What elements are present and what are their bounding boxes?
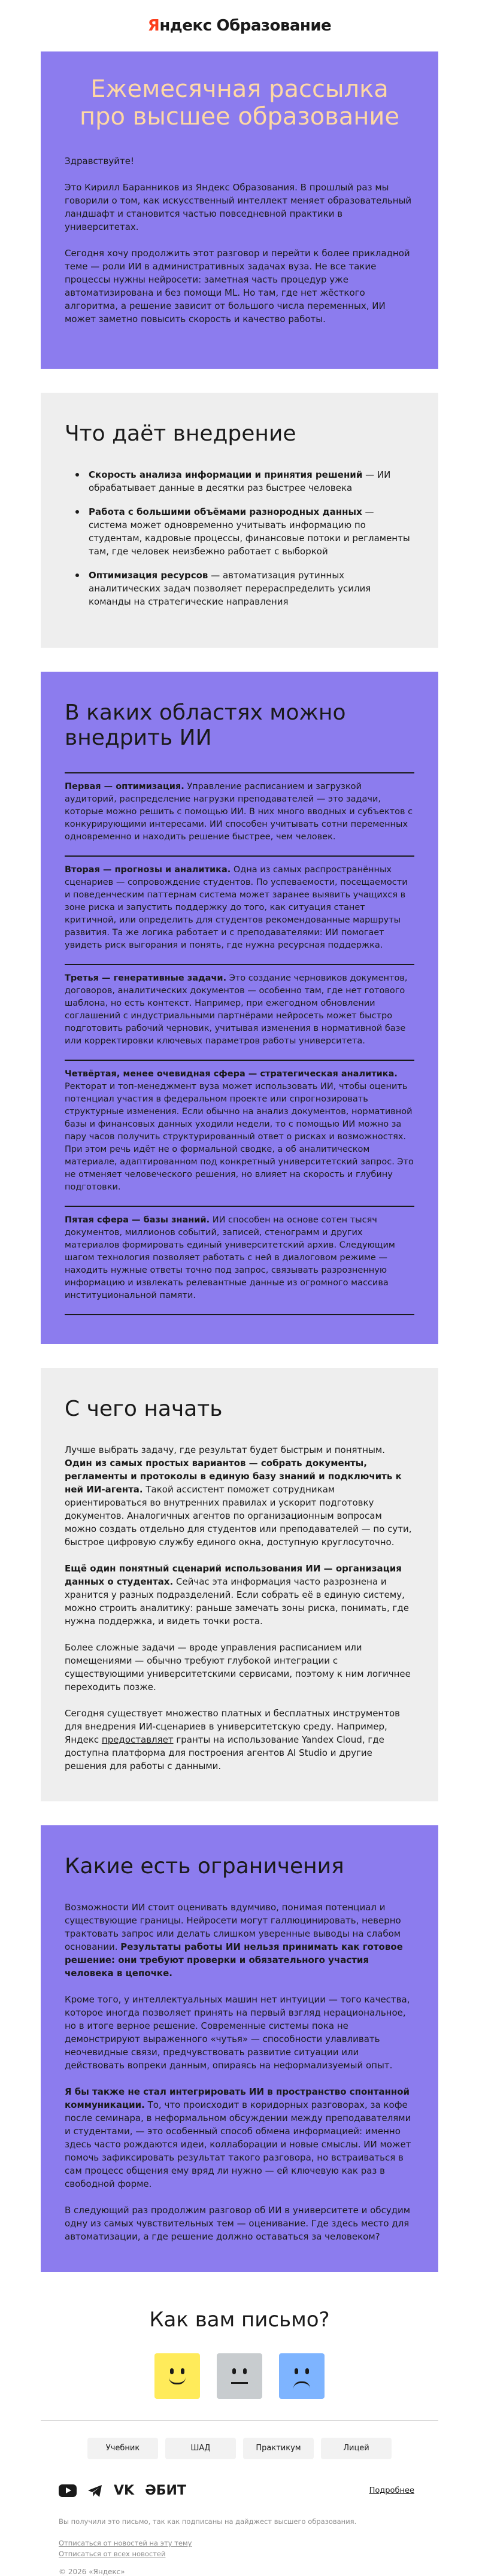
area-item	[65, 772, 414, 855]
limits-section	[41, 1825, 438, 2272]
eye	[181, 2368, 184, 2374]
start-paragraph-1	[65, 1443, 414, 1549]
list-item-text: — система может одновременно учитывать информацию по студентам, кадровые процессы, финансовые потоки и регламенты там, где человек неизбежно работает с выборкой	[89, 506, 410, 557]
text-bold: Я бы также не стал интегрировать ИИ в пространство спонтанной коммуникации.	[65, 2086, 410, 2110]
area-heading: Третья — генеративные задачи.	[65, 973, 227, 983]
intro-paragraph-1: Это Кирилл Баранников из Яндекс Образования. В прошлый раз мы говорили о том, как искусственный интеллект меняет образовательный ландшафт и становится частью повседневной практики в университетах.	[65, 182, 412, 232]
header-logo[interactable]	[41, 0, 438, 51]
area-text: Управление расписанием и загрузкой аудиторий, распределение нагрузки преподавателей — это задачи, которые можно решить с помощью ИИ. В них много вводных и субъектов с конкурирующими интересами. ИИ способен учитывать сотни переменных одновременно и находить решение быстрее, чем человек.	[65, 782, 413, 842]
list-item	[89, 505, 414, 558]
legal-text: Вы получили это письмо, так как подписаны на дайджест высшего образования.	[59, 2517, 357, 2526]
area-item	[65, 855, 414, 964]
eye	[170, 2368, 174, 2374]
text-bold: Один из самых простых вариантов — собрать документы, регламенты и протоколы в единую базу знаний и подключить к ней ИИ-агента.	[65, 1458, 402, 1495]
text: То, что происходит в коридорных разговорах, за кофе после семинара, в неформальном обсуждении между преподавателями и студентами, — это особенный способ обмена информацией: именно здесь часто рождаются идеи, коллаборации и новые смыслы. ИИ может помочь зафиксировать результат такого разговора, но встраиваться в сам процесс общения ему вряд ли нужно — ей ключевую как раз в свободной форме.	[65, 2099, 411, 2189]
footer-link-lyceum[interactable]: Лицей	[321, 2438, 392, 2459]
start-title: С чего начать	[65, 1397, 223, 1421]
areas-list	[65, 772, 414, 1315]
footer-link-shad[interactable]: ШАД	[165, 2438, 236, 2459]
unsubscribe-all-link[interactable]: Отписаться от всех новостей	[59, 2550, 166, 2558]
limits-paragraph-3	[65, 2085, 414, 2190]
list-item	[89, 569, 414, 608]
areas-title: В каких областях можно внедрить ИИ	[65, 700, 346, 750]
hero-title: Ежемесячная рассылка про высшее образование	[79, 75, 400, 131]
intro-paragraph-2: Сегодня хочу продолжить этот разговор и перейти к более прикладной теме — роли ИИ в административных задачах вуза. Не все такие процессы нужны нейросети: заметная часть процедур уже автоматизирована и без помощи ML. Но там, где нет жёсткого алгоритма, а решение зависит от большого числа переменных, ИИ может заметно повысить скорость и качество работы.	[65, 248, 410, 324]
area-item	[65, 1060, 414, 1206]
eye	[305, 2368, 309, 2374]
list-item-text: — ИИ обрабатывает данные в десятки раз быстрее человека	[89, 469, 391, 493]
list-item	[89, 468, 414, 494]
area-text: Это создание черновиков документов, договоров, аналитических документов — особенно там, где нет готового шаблона, но есть контекст. Например, при ежегодном обновлении соглашений с индустриальными партнёрами нейросеть может быстро подготовить рабочий черновик, учитывая изменения в нормативной базе или корректировки ключевых параметров работы университета.	[65, 973, 408, 1046]
list-item-bold: Оптимизация ресурсов	[89, 570, 208, 581]
area-item	[65, 1206, 414, 1315]
youtube-icon[interactable]	[59, 2484, 77, 2497]
start-paragraph-3: Более сложные задачи — вроде управления расписанием или помещениями — обычно требуют глубокой интеграции с существующими университетскими сервисами, поэтому к ним логичнее переходить позже.	[65, 1642, 411, 1692]
grants-link[interactable]: предоставляет	[101, 1734, 174, 1745]
text: Возможности ИИ стоит оценивать вдумчиво, понимая потенциал и существующие границы. Нейросети могут галлюцинировать, неверно трактовать запрос или делать слишком уверенные выводы на слабом основании.	[65, 1902, 401, 1952]
benefits-list	[65, 468, 414, 608]
text: гранты на использование Yandex Cloud, где доступна платформа для построения агентов AI Studio и другие решения для работы с данными.	[65, 1734, 384, 1771]
eye	[232, 2368, 236, 2374]
limits-title: Какие есть ограничения	[65, 1854, 344, 1879]
eye	[295, 2368, 298, 2374]
rating-faces	[41, 2353, 438, 2399]
text-bold: Ещё один понятный сценарий использования ИИ — организация данных о студентах.	[65, 1563, 402, 1587]
more-link[interactable]: Подробнее	[369, 2486, 414, 2495]
legal-section	[41, 2516, 438, 2576]
mouth	[169, 2377, 186, 2384]
email-container	[41, 0, 438, 2576]
hero-section	[41, 51, 438, 369]
smile-face-icon[interactable]	[154, 2353, 200, 2399]
start-section	[41, 1368, 438, 1801]
footer-nav	[41, 2438, 438, 2459]
areas-section	[41, 672, 438, 1344]
footer-link-textbook[interactable]: Учебник	[87, 2438, 158, 2459]
text: Сейчас эта информация часто разрознена и хранится у разных подразделений. Если собрать её в единую систему, можно строить аналитику: раньше замечать зоны риска, понимать, где нужна поддержка, и видеть точки роста.	[65, 1576, 410, 1627]
eye	[243, 2368, 247, 2374]
benefits-section	[41, 393, 438, 648]
area-heading: Вторая — прогнозы и аналитика.	[65, 865, 231, 875]
area-heading: Пятая сфера — базы знаний.	[65, 1215, 210, 1225]
brand-rest: ндекс	[159, 17, 212, 35]
social-row	[41, 2483, 438, 2498]
vk-icon[interactable]: VK	[114, 2483, 135, 2498]
text-bold: Результаты работы ИИ нельзя принимать как готовое решение: они требуют проверки и обязательного участия человека в цепочке.	[65, 1941, 403, 1979]
area-heading: Первая — оптимизация.	[65, 782, 184, 791]
start-paragraph-2	[65, 1562, 414, 1628]
mouth	[293, 2381, 310, 2389]
rating-title: Как вам письмо?	[149, 2308, 330, 2332]
text: Лучше выбрать задачу, где результат будет быстрым и понятным.	[65, 1445, 386, 1455]
unsubscribe-topic-link[interactable]: Отписаться от новостей на эту тему	[59, 2539, 192, 2547]
telegram-icon[interactable]	[87, 2484, 103, 2498]
list-item-bold: Работа с большими объёмами разнородных данных	[89, 506, 362, 517]
limits-paragraph-1	[65, 1901, 414, 1980]
social-icons	[59, 2483, 186, 2498]
copyright: © 2026 «Яндекс»	[59, 2568, 125, 2576]
footer-link-practicum[interactable]: Практикум	[243, 2438, 314, 2459]
abit-icon[interactable]: ӘБИТ	[145, 2483, 186, 2498]
sad-face-icon[interactable]	[279, 2353, 325, 2399]
limits-paragraph-4: В следующий раз продолжим разговор об ИИ в университете и обсудим одну из самых чувствительных тем — оценивание. Где здесь место для автоматизации, а где решение должно оставаться за человеком?	[65, 2205, 411, 2242]
text: Сегодня существует множество платных и бесплатных инструментов для внедрения ИИ-сценариев в университетскую среду. Например, Яндекс	[65, 1708, 400, 1745]
area-item	[65, 964, 414, 1060]
neutral-face-icon[interactable]	[217, 2353, 262, 2399]
rating-section	[41, 2296, 438, 2399]
footer-divider	[41, 2420, 438, 2421]
area-text: Ректорат и топ-менеджмент вуза может использовать ИИ, чтобы оценить потенциал участия в федеральном проекте или спрогнозировать структурные изменения. Если обычно на анализ документов, нормативной базы и финансовых данных уходили недели, то с помощью ИИ можно за пару часов получить структурированный ответ о рисках и возможностях. При этом речь идёт не о формальной сводке, а об аналитическом материале, адаптированном под конкретный университетский запрос. Это не отменяет человеческого решения, но влияет на скорость и глубину подготовки.	[65, 1082, 414, 1192]
list-item-bold: Скорость анализа информации и принятия решений	[89, 469, 363, 480]
brand-name	[148, 17, 212, 35]
benefits-title: Что даёт внедрение	[65, 421, 296, 446]
list-item-text: — автоматизация рутинных аналитических задач позволяет перераспределить усилия команды на стратегические направления	[89, 570, 371, 607]
mouth	[231, 2382, 248, 2384]
text: Такой ассистент поможет сотрудникам ориентироваться во внутренних правилах и ускорит подготовку документов. Аналогичных агентов по организационным вопросам можно создать отдельно для студентов или преподавателей — по сути, быстрое цифровую службу единого окна, доступную круглосуточно.	[65, 1484, 412, 1548]
area-text: Одна из самых распространённых сценариев — сопровождение студентов. По успеваемости, посещаемости и поведенческим паттернам система может заранее выявить учащихся в зоне риска и запустить поддержку до того, как ситуация станет критичной, или определить для студентов рекомендованные маршруты развития. Та же логика работает и с преподавателями: ИИ помогает увидеть риск выгорания и понять, где нужна ресурсная поддержка.	[65, 865, 408, 950]
greeting: Здравствуйте!	[65, 156, 134, 166]
start-paragraph-4	[65, 1707, 414, 1773]
area-text: ИИ способен на основе сотен тысяч документов, миллионов событий, записей, стенограмм и других материалов формировать единый университетский архив. Следующим шагом технология позволяет работать с ней в диалоговом режиме — находить нужные ответы точно под запрос, связывать разрозненную информацию и извлекать релевантные данные из огромного массива институциональной памяти.	[65, 1215, 395, 1300]
product-name: Образование	[216, 17, 332, 35]
area-heading: Четвёртая, менее очевидная сфера — стратегическая аналитика.	[65, 1069, 398, 1079]
brand-letter: Я	[147, 17, 160, 35]
limits-paragraph-2: Кроме того, у интеллектуальных машин нет интуиции — того качества, которое иногда позволяет принять на первый взгляд нерациональное, но в итоге верное решение. Современные системы пока не демонстрируют выраженного «чутья» — способности улавливать неочевидные связи, предчувствовать развитие ситуации или действовать вопреки данным, опираясь на неформализуемый опыт.	[65, 1994, 410, 2071]
